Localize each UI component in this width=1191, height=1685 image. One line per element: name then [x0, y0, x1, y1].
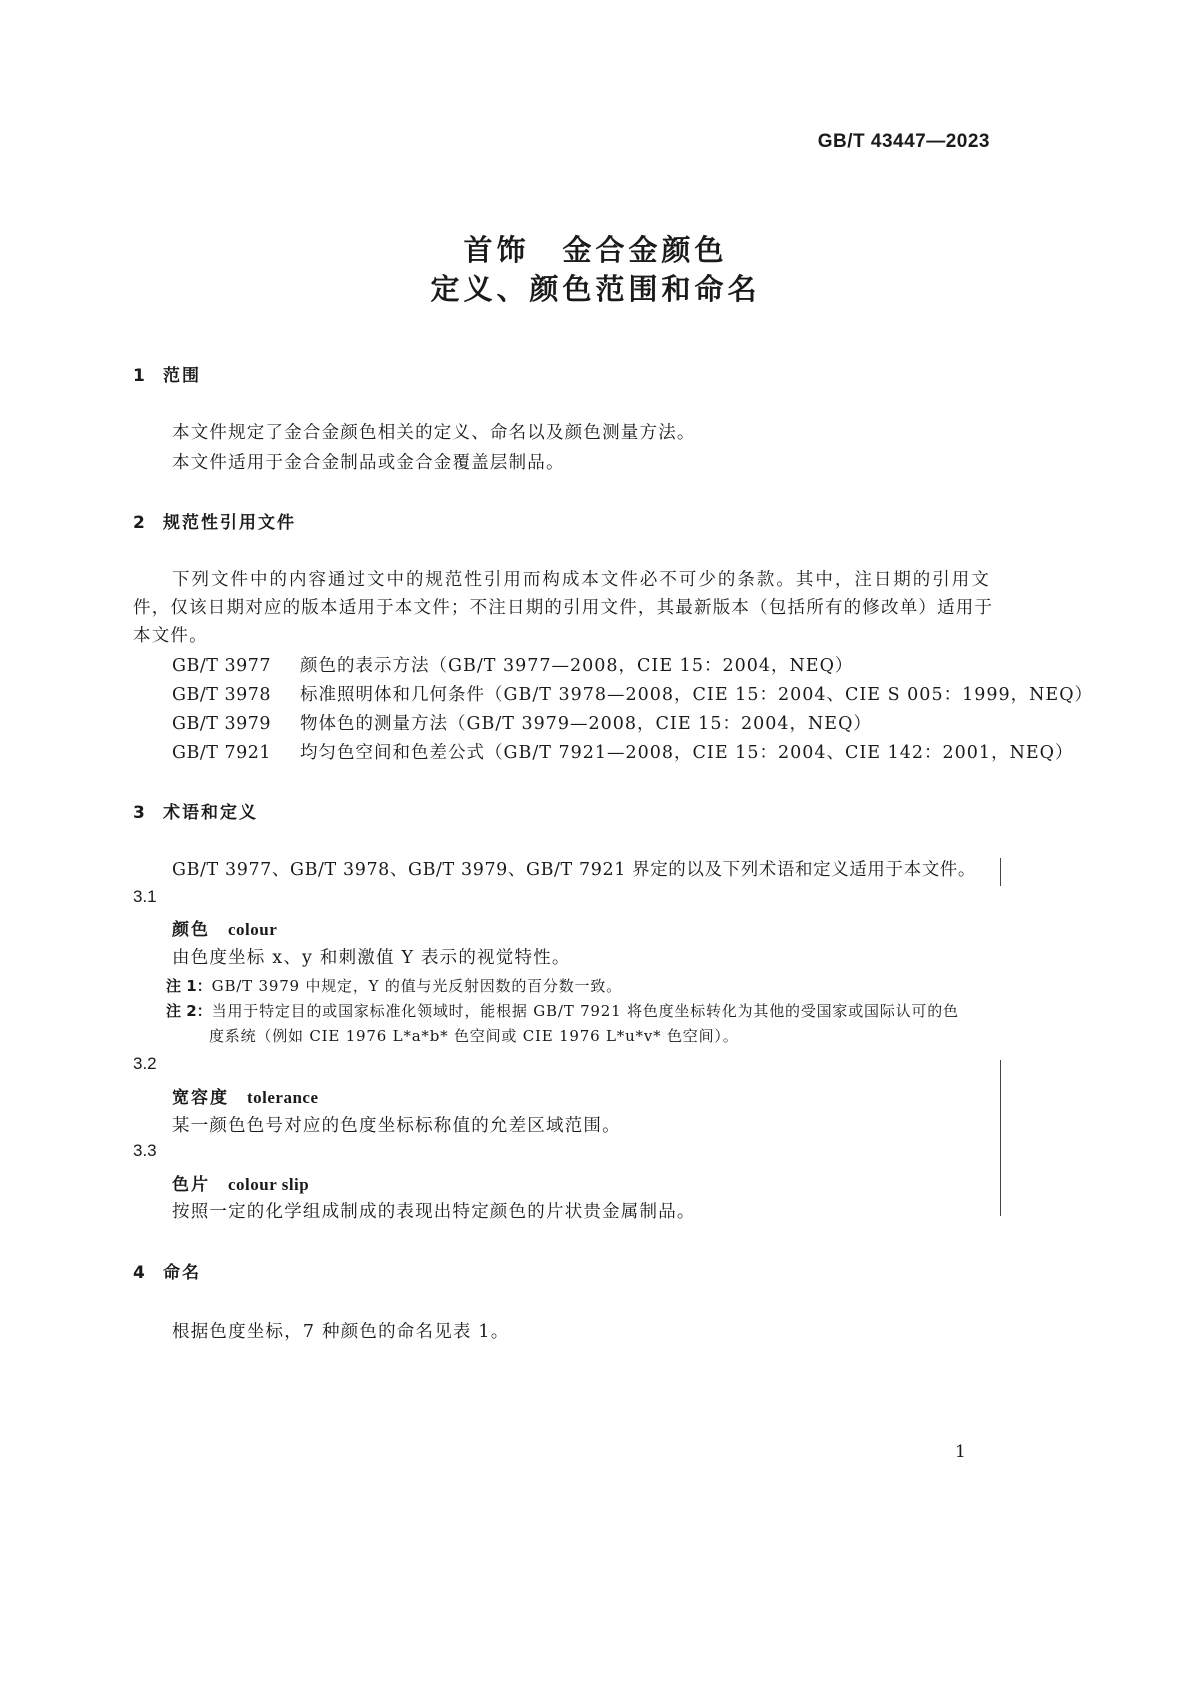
term-en: tolerance — [247, 1088, 319, 1107]
section-title: 规范性引用文件 — [163, 513, 296, 533]
reference-item — [172, 710, 872, 735]
standard-code: GB/T 43447—2023 — [817, 131, 990, 152]
note-label: 注 2： — [166, 1002, 212, 1020]
term-zh: 宽容度 — [172, 1088, 229, 1108]
reference-title: 均匀色空间和色差公式（GB/T 7921—2008，CIE 15：2004、CIE 142：2001，NEQ） — [300, 743, 1074, 763]
term-number: 3.2 — [133, 1054, 157, 1073]
revision-bar — [1000, 858, 1001, 886]
term-definition: 按照一定的化学组成制成的表现出特定颜色的片状贵金属制品。 — [172, 1202, 696, 1222]
term-en: colour — [228, 920, 278, 939]
reference-title: 标准照明体和几何条件（GB/T 3978—2008，CIE 15：2004、CIE S 005：1999，NEQ） — [300, 685, 1094, 705]
section-number: 3 — [133, 803, 145, 823]
term-definition: 由色度坐标 x、y 和刺激值 Y 表示的视觉特性。 — [172, 948, 571, 968]
section-title: 范围 — [163, 366, 201, 386]
section-4-heading — [133, 1258, 201, 1283]
section-title: 命名 — [163, 1263, 201, 1283]
note-label: 注 1： — [166, 977, 212, 995]
section-2-heading — [133, 508, 296, 533]
term-number: 3.1 — [133, 887, 157, 906]
revision-bar — [1000, 1060, 1001, 1216]
note-continuation: 度系统（例如 CIE 1976 L*a*b* 色空间或 CIE 1976 L*u*v* 色空间）。 — [209, 1027, 739, 1045]
reference-item — [172, 652, 853, 677]
note-text: 当用于特定目的或国家标准化领域时，能根据 GB/T 7921 将色度坐标转化为其他的受国家或国际认可的色 — [211, 1002, 959, 1020]
term-heading — [172, 915, 277, 940]
note — [166, 1000, 959, 1021]
reference-code: GB/T 3977 — [172, 656, 272, 676]
paragraph-line: 下列文件中的内容通过文中的规范性引用而构成本文件必不可少的条款。其中，注日期的引用文 — [172, 570, 990, 590]
section-number: 2 — [133, 513, 145, 533]
reference-item — [172, 739, 1074, 764]
paragraph-line: 件，仅该日期对应的版本适用于本文件；不注日期的引用文件，其最新版本（包括所有的修改单）适用于 — [133, 598, 994, 618]
section-title: 术语和定义 — [163, 803, 258, 823]
note — [166, 975, 622, 996]
reference-title: 颜色的表示方法（GB/T 3977—2008，CIE 15：2004，NEQ） — [300, 656, 854, 676]
note-text: GB/T 3979 中规定，Y 的值与光反射因数的百分数一致。 — [211, 977, 622, 995]
section-number: 1 — [133, 366, 145, 386]
paragraph: 本文件规定了金合金颜色相关的定义、命名以及颜色测量方法。 — [172, 423, 696, 443]
document-title-line-2: 定义、颜色范围和命名 — [430, 272, 761, 306]
term-heading — [172, 1170, 309, 1195]
term-definition: 某一颜色色号对应的色度坐标标称值的允差区域范围。 — [172, 1116, 621, 1136]
reference-code: GB/T 3978 — [172, 685, 272, 705]
paragraph: GB/T 3977、GB/T 3978、GB/T 3979、GB/T 7921 界定的以及下列术语和定义适用于本文件。 — [172, 860, 976, 880]
section-number: 4 — [133, 1263, 145, 1283]
document-title-line-1: 首饰 金合金颜色 — [463, 233, 728, 267]
term-zh: 色片 — [172, 1175, 210, 1195]
section-3-heading — [133, 798, 258, 823]
reference-title: 物体色的测量方法（GB/T 3979—2008，CIE 15：2004，NEQ） — [300, 714, 872, 734]
page-number: 1 — [955, 1442, 966, 1462]
paragraph: 本文件适用于金合金制品或金合金覆盖层制品。 — [172, 453, 565, 473]
paragraph-line: 本文件。 — [133, 626, 208, 646]
reference-item — [172, 681, 1093, 706]
reference-code: GB/T 7921 — [172, 743, 272, 763]
term-zh: 颜色 — [172, 920, 210, 940]
term-number: 3.3 — [133, 1141, 157, 1160]
paragraph: 根据色度坐标，7 种颜色的命名见表 1。 — [172, 1322, 510, 1342]
term-en: colour slip — [228, 1175, 310, 1194]
term-heading — [172, 1083, 319, 1108]
section-1-heading — [133, 361, 201, 386]
reference-code: GB/T 3979 — [172, 714, 272, 734]
